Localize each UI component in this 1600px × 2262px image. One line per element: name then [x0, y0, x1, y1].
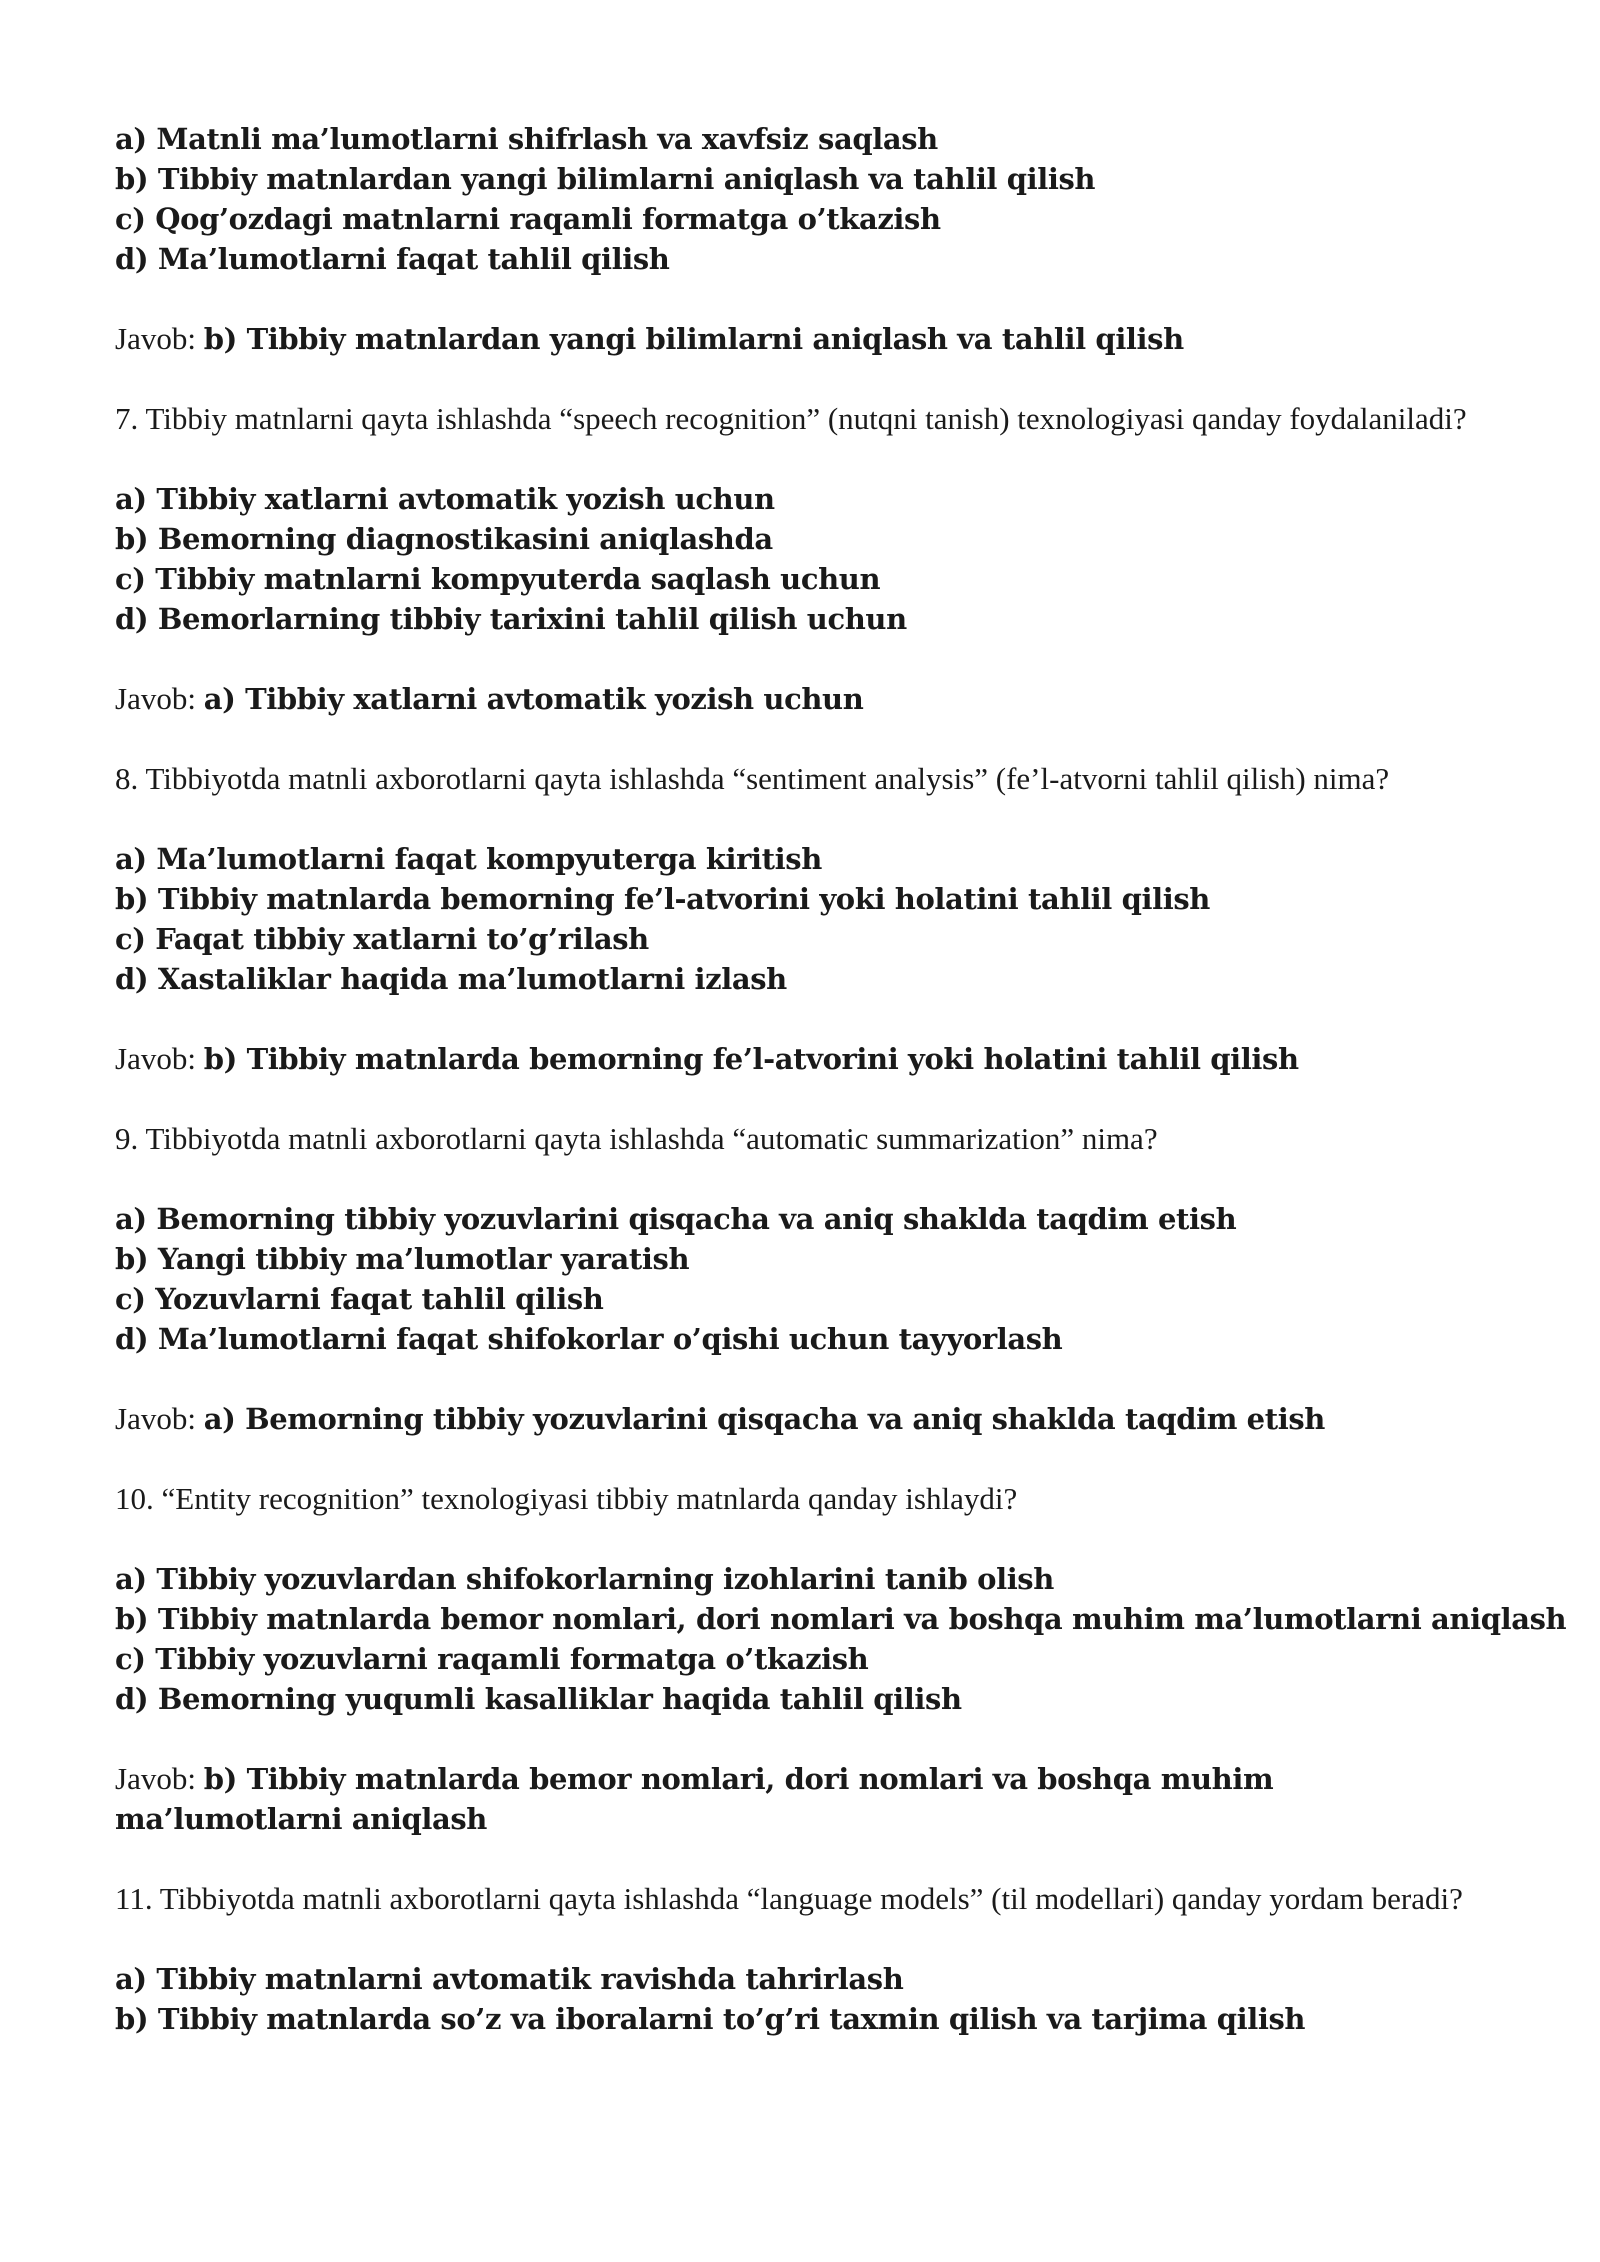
question-block-6 [115, 119, 1495, 399]
answer-label: Javob: [115, 681, 204, 716]
option-c: c) Tibbiy matnlarni kompyuterda saqlash uchun [115, 562, 881, 596]
option-a: a) Ma’lumotlarni faqat kompyuterga kiritish [115, 842, 822, 876]
option-d: d) Xastaliklar haqida ma’lumotlarni izlash [115, 962, 787, 996]
options-list [115, 839, 1495, 999]
option-c: c) Yozuvlarni faqat tahlil qilish [115, 1282, 604, 1316]
question-text: 8. Tibbiyotda matnli axborotlarni qayta ishlashda “sentiment analysis” (fe’l-atvorni tahlil qilish) nima? [115, 761, 1390, 796]
document-page [115, 119, 1567, 2039]
answer-text: a) Bemorning tibbiy yozuvlarini qisqacha va aniq shaklda taqdim etish [203, 1402, 1325, 1436]
question-block-10 [115, 1479, 1567, 1879]
option-c: c) Tibbiy yozuvlarni raqamli formatga o’tkazish [115, 1642, 869, 1676]
answer-line [115, 1399, 1495, 1439]
option-d: d) Bemorning yuqumli kasalliklar haqida tahlil qilish [115, 1682, 962, 1716]
option-a: a) Tibbiy yozuvlardan shifokorlarning izohlarini tanib olish [115, 1562, 1054, 1596]
answer-text: a) Tibbiy xatlarni avtomatik yozish uchun [203, 682, 864, 716]
question-block-9 [115, 1119, 1495, 1479]
options-list [115, 1559, 1567, 1719]
options-list [115, 1959, 1495, 2039]
option-b: b) Tibbiy matnlarda so’z va iboralarni to’g’ri taxmin qilish va tarjima qilish [115, 2002, 1306, 2036]
option-a: a) Matnli ma’lumotlarni shifrlash va xavfsiz saqlash [115, 122, 938, 156]
options-list [115, 1199, 1495, 1359]
option-a: a) Tibbiy xatlarni avtomatik yozish uchun [115, 482, 775, 516]
option-a: a) Tibbiy matnlarni avtomatik ravishda tahrirlash [115, 1962, 904, 1996]
options-list [115, 479, 1495, 639]
option-b: b) Tibbiy matnlarda bemorning fe’l-atvorini yoki holatini tahlil qilish [115, 882, 1210, 916]
question-block-8 [115, 759, 1495, 1119]
answer-line [115, 319, 1495, 359]
option-d: d) Ma’lumotlarni faqat shifokorlar o’qishi uchun tayyorlash [115, 1322, 1063, 1356]
option-d: d) Ma’lumotlarni faqat tahlil qilish [115, 242, 670, 276]
answer-line [115, 679, 1495, 719]
answer-text: b) Tibbiy matnlarda bemor nomlari, dori nomlari va boshqa muhim ma’lumotlarni aniqlash [115, 1762, 1274, 1836]
answer-label: Javob: [115, 321, 204, 356]
option-b: b) Tibbiy matnlarda bemor nomlari, dori nomlari va boshqa muhim ma’lumotlarni aniqlash [115, 1602, 1567, 1636]
question-text: 10. “Entity recognition” texnologiyasi tibbiy matnlarda qanday ishlaydi? [115, 1481, 1018, 1516]
answer-text: b) Tibbiy matnlardan yangi bilimlarni aniqlash va tahlil qilish [203, 322, 1184, 356]
answer-label: Javob: [115, 1041, 204, 1076]
question-block-7 [115, 399, 1495, 759]
options-list [115, 119, 1495, 279]
option-b: b) Tibbiy matnlardan yangi bilimlarni aniqlash va tahlil qilish [115, 162, 1096, 196]
answer-line [115, 1039, 1495, 1079]
question-text: 11. Tibbiyotda matnli axborotlarni qayta ishlashda “language models” (til modellari) qanday yordam beradi? [115, 1881, 1463, 1916]
option-d: d) Bemorlarning tibbiy tarixini tahlil qilish uchun [115, 602, 907, 636]
answer-line [115, 1759, 1495, 1839]
option-c: c) Faqat tibbiy xatlarni to’g’rilash [115, 922, 649, 956]
question-block-11 [115, 1879, 1495, 2039]
option-b: b) Bemorning diagnostikasini aniqlashda [115, 522, 773, 556]
question-text: 9. Tibbiyotda matnli axborotlarni qayta ishlashda “automatic summarization” nima? [115, 1121, 1158, 1156]
answer-label: Javob: [115, 1761, 204, 1796]
answer-text: b) Tibbiy matnlarda bemorning fe’l-atvorini yoki holatini tahlil qilish [203, 1042, 1299, 1076]
option-b: b) Yangi tibbiy ma’lumotlar yaratish [115, 1242, 690, 1276]
option-a: a) Bemorning tibbiy yozuvlarini qisqacha va aniq shaklda taqdim etish [115, 1202, 1237, 1236]
question-text: 7. Tibbiy matnlarni qayta ishlashda “speech recognition” (nutqni tanish) texnologiyasi qanday foydalaniladi? [115, 401, 1467, 436]
option-c: c) Qog’ozdagi matnlarni raqamli formatga o’tkazish [115, 202, 941, 236]
answer-label: Javob: [115, 1401, 204, 1436]
